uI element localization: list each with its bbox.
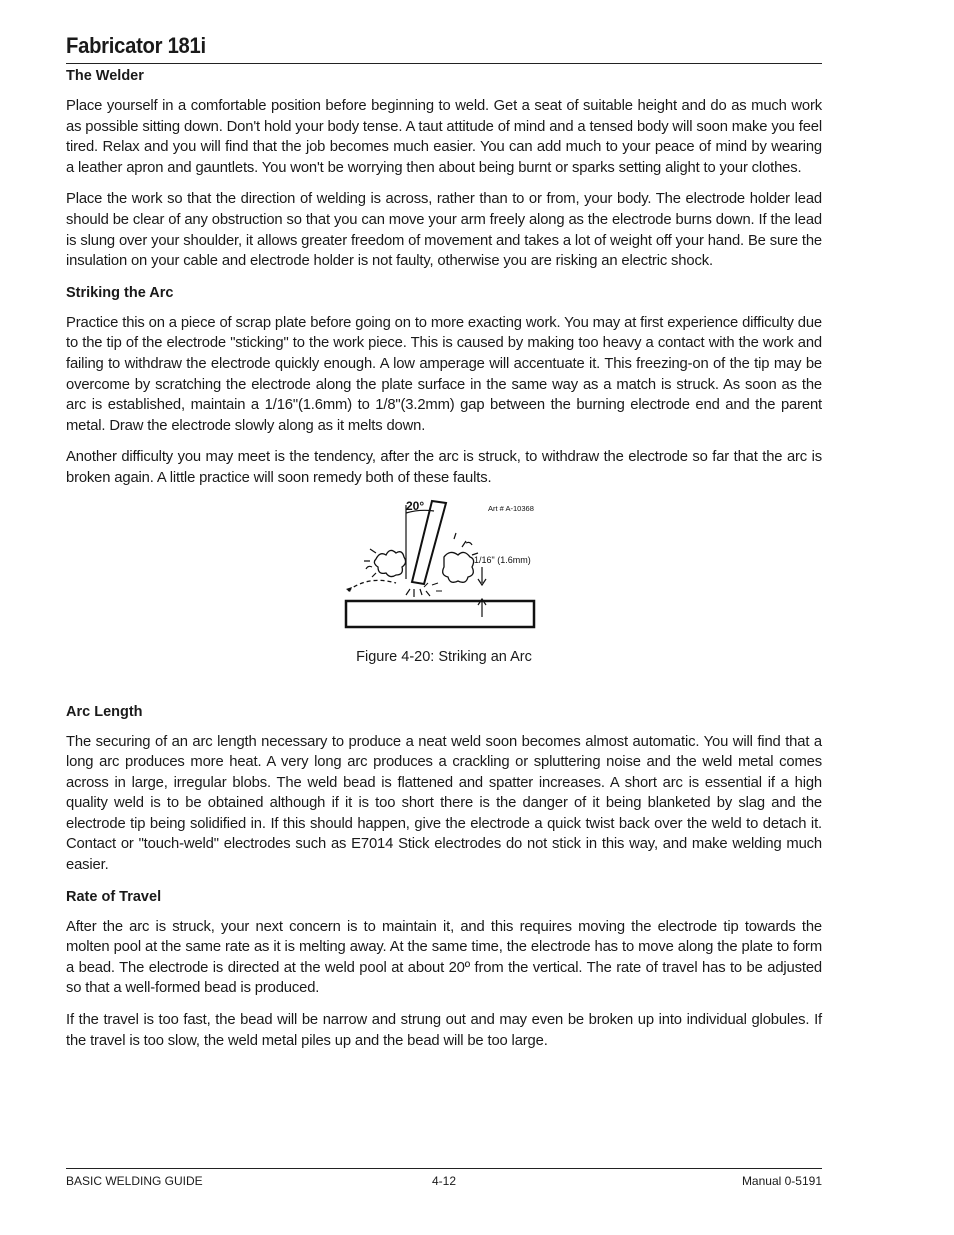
art-number: Art # A-10368 xyxy=(488,503,534,513)
paragraph: Place yourself in a comfortable position before beginning to weld. Get a seat of suitable height and do as much work as possible sitting down. Don't hold your body tense. A taut attitude of mind and a tensed body will soon make you feel tired. Relax and you will find that the job becomes much easier. You can add much to your peace of mind by wearing a leather apron and gauntlets. You won't be worrying then about being burnt or sparks setting alight to your clothes. xyxy=(66,98,822,176)
base-plate xyxy=(346,601,534,627)
manual-page xyxy=(66,0,822,1235)
arc-illustration xyxy=(336,499,546,639)
paragraph: Another difficulty you may meet is the tendency, after the arc is struck, to withdraw the electrode so far that the arc is broken again. A little practice will soon remedy both of these faults. xyxy=(66,449,822,486)
figure-caption: Figure 4-20: Striking an Arc xyxy=(356,648,532,665)
footer-guide-name: BASIC WELDING GUIDE xyxy=(66,1174,203,1188)
paragraph: Place the work so that the direction of welding is across, rather than to or from, your body. The electrode holder lead should be clear of any obstruction so that you can move your arm freely along as the electrode burns down. If the lead is slung over your shoulder, it allows greater freedom of movement and takes a lot of weight off your hand. Be sure the insulation on your cable and electrode holder is not faulty, otherwise you are risking an electric shock. xyxy=(66,191,822,270)
section-heading-striking-arc: Striking the Arc xyxy=(66,284,174,301)
footer-divider xyxy=(66,1168,822,1169)
striking-arc-figure xyxy=(66,489,822,702)
spatter-right xyxy=(443,552,474,582)
paragraph: After the arc is struck, your next concern is to maintain it, and this requires moving the electrode tip towards the molten pool at the same rate as it is melting away. At the same time, the electrode has to move along the plate to form a bead. The electrode is directed at the weld pool at about 20º from the vertical. The rate of travel has to be adjusted so that a well-formed bead is produced. xyxy=(66,918,822,997)
arc-flash xyxy=(406,589,430,597)
electrode xyxy=(412,501,446,584)
title-divider xyxy=(66,63,822,64)
paragraph: The securing of an arc length necessary to produce a neat weld soon becomes almost automatic. You will find that a long arc produces more heat. A very long arc produces a crackling or spluttering noise and the weld metal comes across in large, irregular blobs. The weld bead is flattened and spatter increases. A short arc is essential if a high quality weld is to be obtained although if it is too short there is the danger of it being blanketed by slag and the electrode tip being solidified in. If this should happen, give the electrode a quick twist back over the weld to detach it. Contact or "touch-weld" electrodes such as E7014 Stick electrodes do not stick in this way, and make welding much easier. xyxy=(66,733,822,874)
section-heading-arc-length: Arc Length xyxy=(66,703,143,720)
gap-label: 1/16" (1.6mm) xyxy=(474,554,531,565)
section-heading-welder: The Welder xyxy=(66,68,144,84)
page-number: 4-12 xyxy=(431,1174,457,1188)
angle-label: 20° xyxy=(406,498,425,513)
travel-arc xyxy=(348,580,396,591)
spatter-left xyxy=(374,550,405,576)
paragraph: If the travel is too fast, the bead will be narrow and strung out and may even be broken up into individual globules. If the travel is too slow, the weld metal piles up and the bead will be too large. xyxy=(66,1012,822,1049)
paragraph: Practice this on a piece of scrap plate before going on to more exacting work. You may at first experience difficulty due to the tip of the electrode "sticking" to the work piece. This is caused by making too heavy a contact with the work and failing to withdraw the electrode quickly enough. A low amperage will accentuate it. This freezing-on of the tip may be overcome by scratching the electrode along the plate surface in the same way as a match is struck. As soon as the arc is established, maintain a 1/16"(1.6mm) to 1/8"(3.2mm) gap between the burning electrode end and the parent metal. Draw the electrode slowly along as it melts down. xyxy=(66,314,822,434)
page-title: Fabricator 181i xyxy=(66,33,206,58)
section-heading-rate-of-travel: Rate of Travel xyxy=(66,888,162,905)
page-content xyxy=(66,66,822,1051)
manual-number: Manual 0-5191 xyxy=(741,1174,822,1188)
